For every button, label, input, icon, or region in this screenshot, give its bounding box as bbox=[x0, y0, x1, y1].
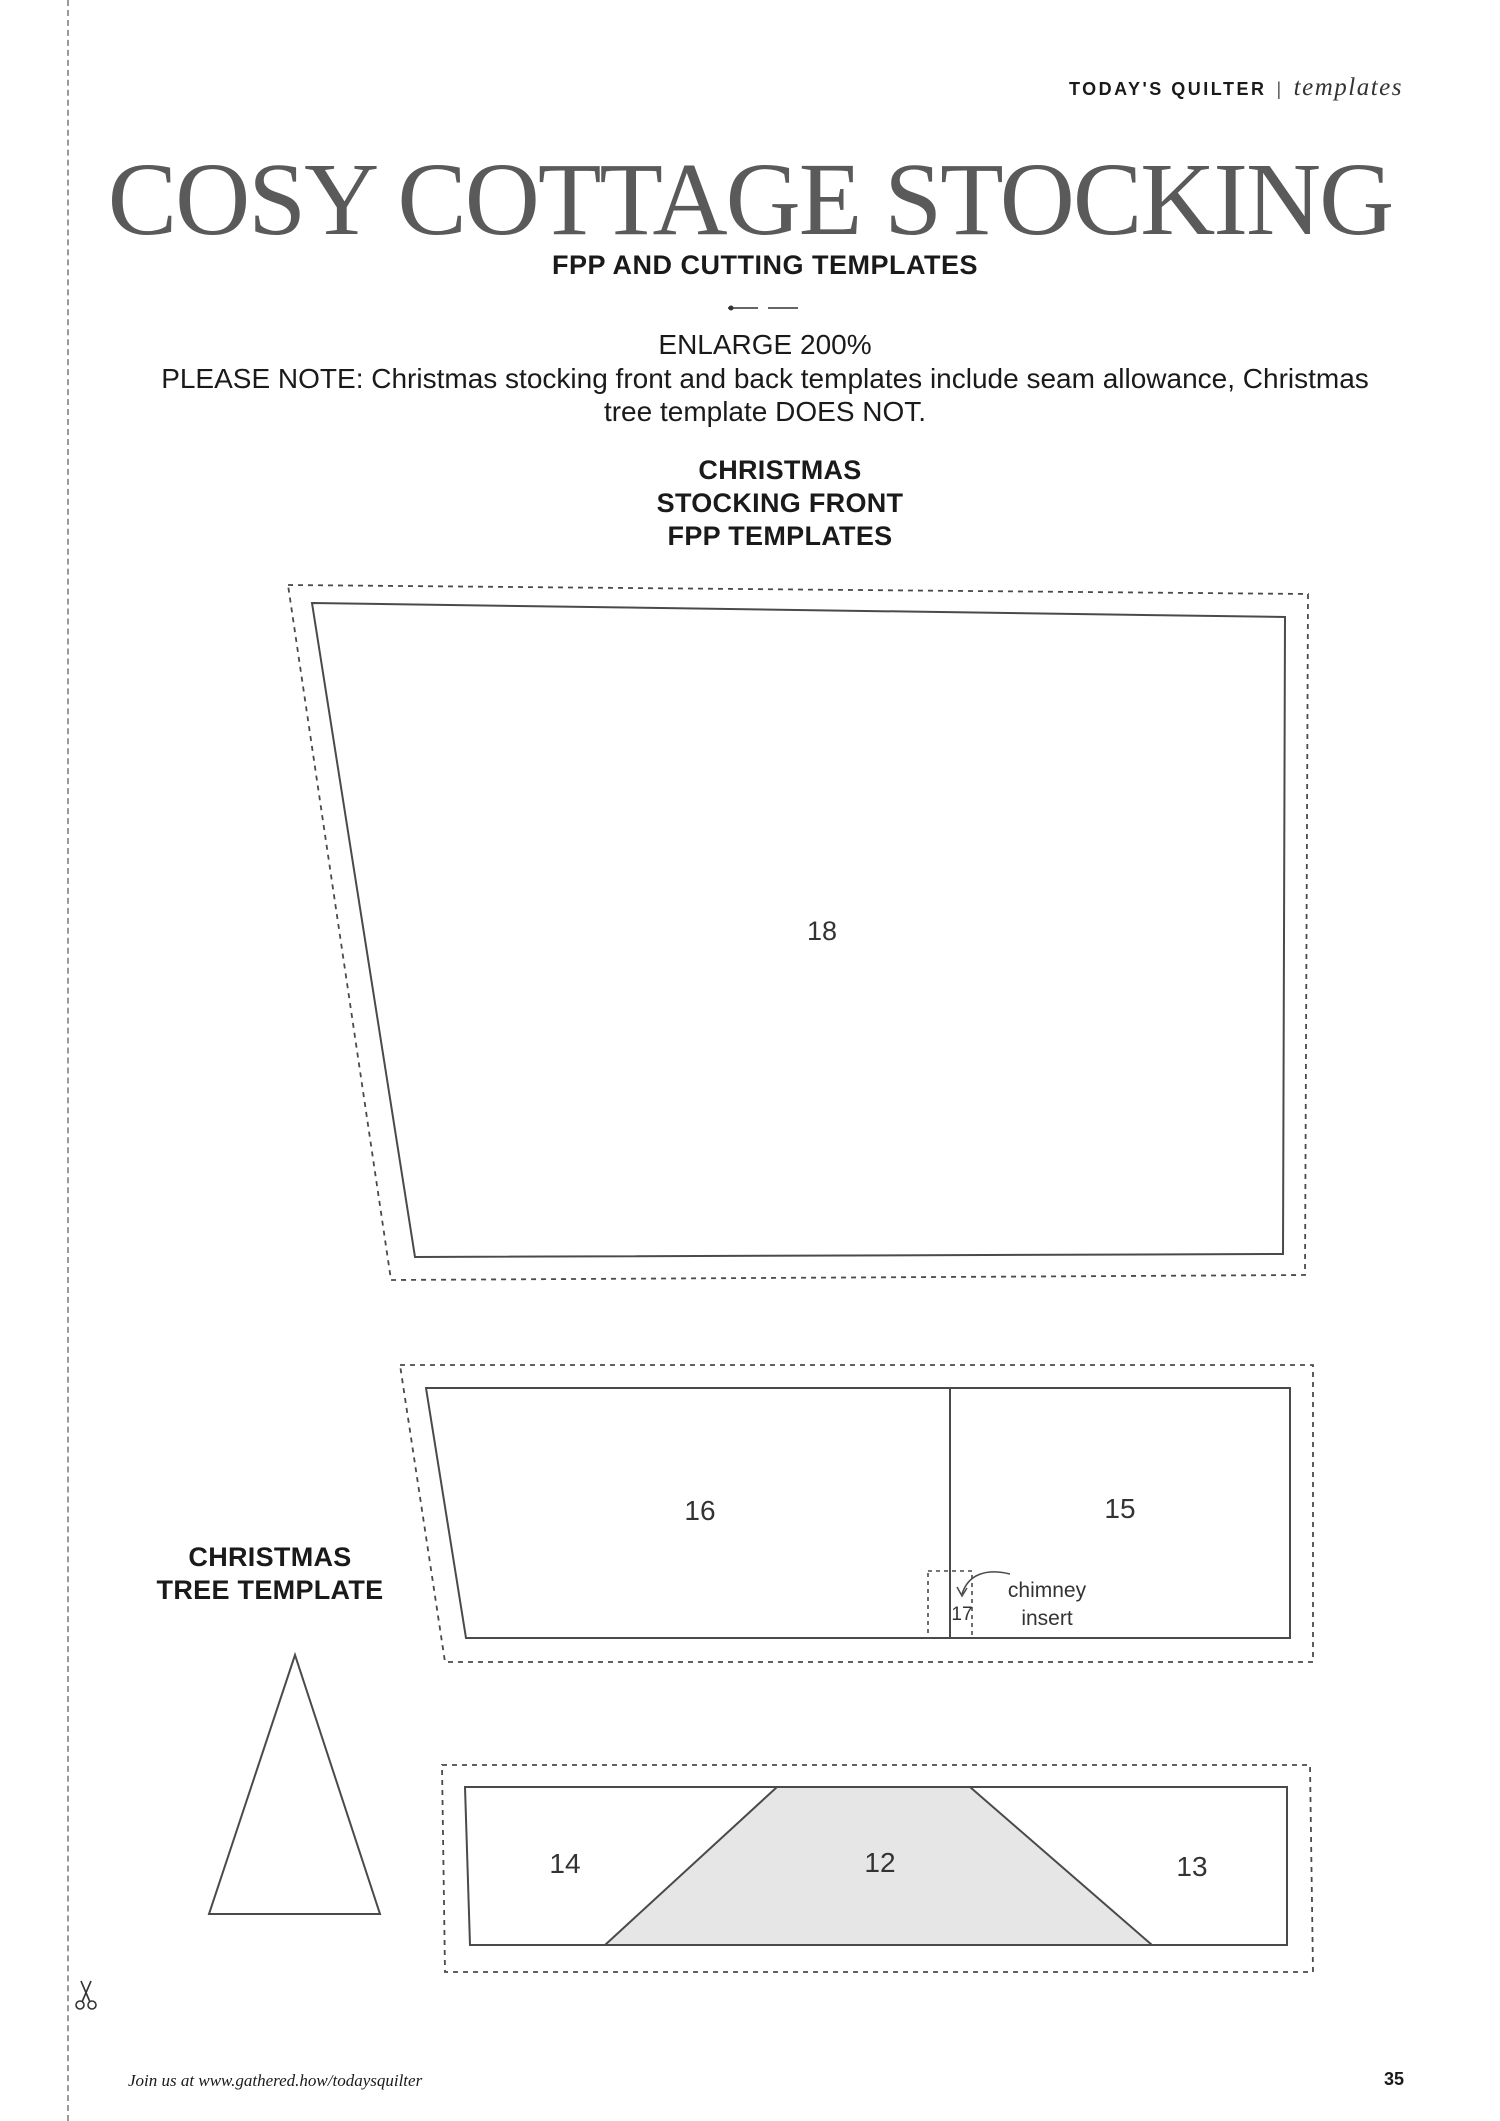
page-number: 35 bbox=[1383, 2069, 1404, 2089]
piece-number: 14 bbox=[549, 1848, 581, 1879]
template-piece-18 bbox=[288, 585, 1308, 1280]
piece-number: 17 bbox=[951, 1604, 973, 1625]
heading-line: CHRISTMAS bbox=[698, 455, 862, 485]
piece-number: 16 bbox=[684, 1495, 716, 1526]
piece-number: 15 bbox=[1104, 1493, 1136, 1524]
magazine-name: TODAY'S QUILTER bbox=[1069, 79, 1267, 99]
piece-number: 18 bbox=[806, 916, 838, 946]
arrow-icon bbox=[962, 1572, 1010, 1594]
chimney-label: chimney bbox=[1007, 1579, 1087, 1602]
footer-website: Join us at www.gathered.how/todaysquilter bbox=[128, 2071, 423, 2090]
heading-line: CHRISTMAS bbox=[188, 1542, 352, 1572]
page-subtitle: FPP AND CUTTING TEMPLATES bbox=[551, 250, 978, 280]
heading-line: FPP TEMPLATES bbox=[667, 521, 893, 551]
header-separator: | bbox=[1276, 79, 1284, 99]
heading-line: TREE TEMPLATE bbox=[156, 1575, 384, 1605]
page-title: COSY COTTAGE STOCKING bbox=[107, 142, 1393, 257]
tree-template bbox=[209, 1655, 380, 1914]
enlarge-instruction: ENLARGE 200% bbox=[658, 329, 872, 360]
heading-line: STOCKING FRONT bbox=[656, 488, 904, 518]
piece-number: 13 bbox=[1176, 1851, 1208, 1882]
chimney-label: insert bbox=[1021, 1607, 1073, 1630]
template-pieces-12-13-14 bbox=[442, 1765, 1313, 1972]
section-name: templates bbox=[1293, 74, 1403, 101]
seam-allowance-note: PLEASE NOTE: Christmas stocking front and back templates include seam allowance, Christmas tree template DOES NOT. bbox=[161, 363, 1369, 427]
template-pieces-15-16-17 bbox=[400, 1365, 1313, 1662]
piece-number: 12 bbox=[864, 1847, 896, 1878]
